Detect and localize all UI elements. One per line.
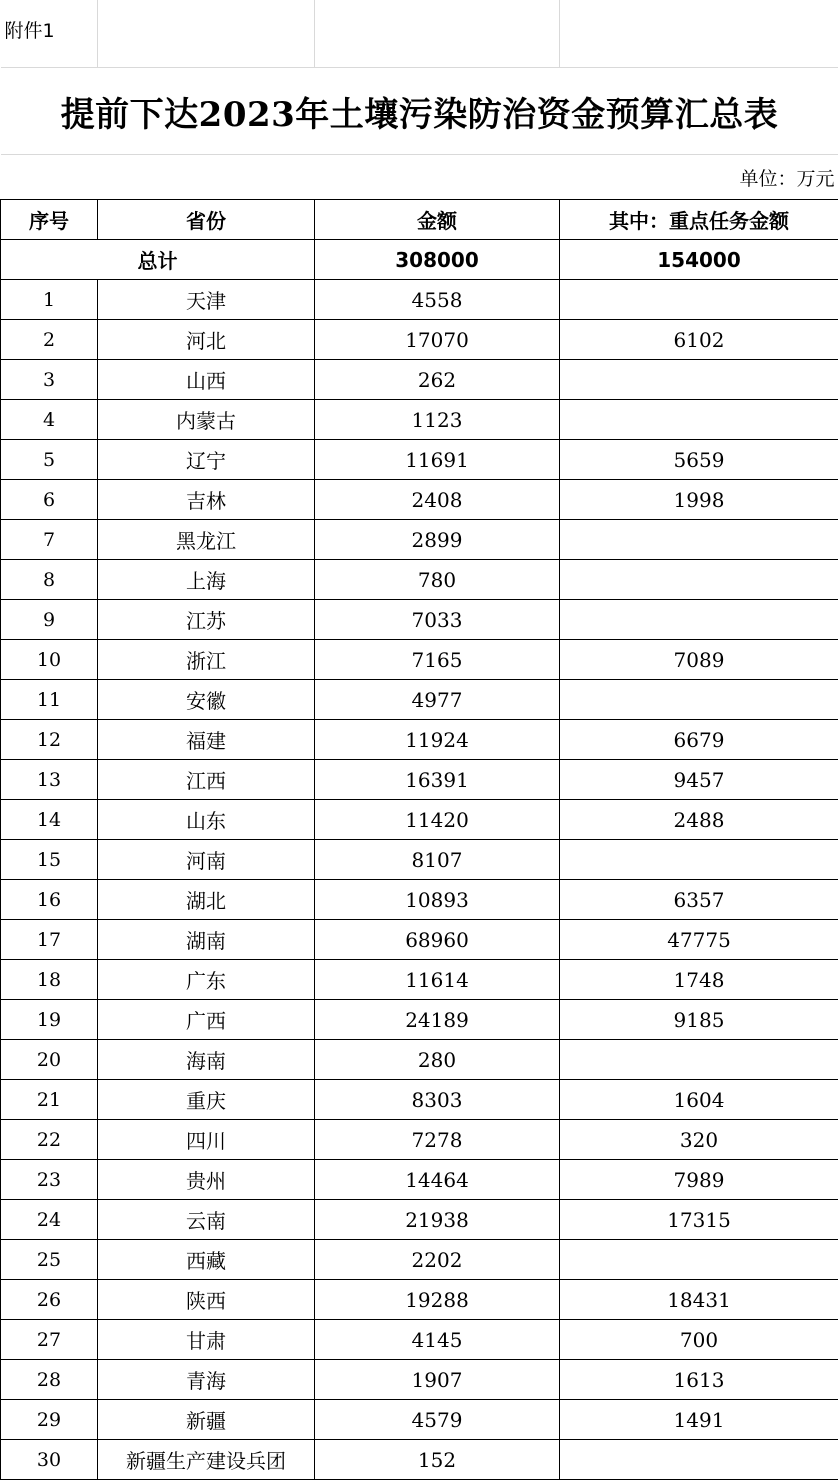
table-row xyxy=(1,1200,838,1240)
table-row xyxy=(1,920,838,960)
seq-cell: 19 xyxy=(1,1000,98,1040)
province-cell: 青海 xyxy=(98,1360,315,1400)
key-amount-cell: 700 xyxy=(560,1320,838,1360)
province-cell: 河北 xyxy=(98,320,315,360)
seq-cell: 18 xyxy=(1,960,98,1000)
key-amount-cell: 320 xyxy=(560,1120,838,1160)
key-amount-cell xyxy=(560,360,838,400)
empty-cell xyxy=(315,0,560,68)
amount-cell: 1907 xyxy=(315,1360,560,1400)
key-amount-cell xyxy=(560,840,838,880)
unit-label: 单位：万元 xyxy=(1,155,838,200)
province-cell: 新疆生产建设兵团 xyxy=(98,1440,315,1480)
key-amount-cell xyxy=(560,1240,838,1280)
table-row xyxy=(1,640,838,680)
seq-cell: 22 xyxy=(1,1120,98,1160)
key-amount-cell xyxy=(560,1040,838,1080)
amount-cell: 14464 xyxy=(315,1160,560,1200)
amount-cell: 4977 xyxy=(315,680,560,720)
seq-cell: 17 xyxy=(1,920,98,960)
empty-cell xyxy=(560,0,838,68)
table-row xyxy=(1,680,838,720)
seq-cell: 26 xyxy=(1,1280,98,1320)
key-amount-cell: 1613 xyxy=(560,1360,838,1400)
key-amount-cell: 6357 xyxy=(560,880,838,920)
seq-cell: 29 xyxy=(1,1400,98,1440)
key-amount-cell: 1998 xyxy=(560,480,838,520)
seq-cell: 6 xyxy=(1,480,98,520)
amount-cell: 7033 xyxy=(315,600,560,640)
table-row xyxy=(1,400,838,440)
amount-cell: 2202 xyxy=(315,1240,560,1280)
table-row xyxy=(1,1320,838,1360)
page-title: 提前下达2023年土壤污染防治资金预算汇总表 xyxy=(1,68,838,155)
amount-cell: 19288 xyxy=(315,1280,560,1320)
amount-cell: 11614 xyxy=(315,960,560,1000)
seq-cell: 25 xyxy=(1,1240,98,1280)
amount-cell: 8107 xyxy=(315,840,560,880)
province-cell: 陕西 xyxy=(98,1280,315,1320)
seq-cell: 7 xyxy=(1,520,98,560)
key-amount-cell: 18431 xyxy=(560,1280,838,1320)
header-province: 省份 xyxy=(98,200,315,240)
amount-cell: 4579 xyxy=(315,1400,560,1440)
province-cell: 辽宁 xyxy=(98,440,315,480)
amount-cell: 280 xyxy=(315,1040,560,1080)
seq-cell: 4 xyxy=(1,400,98,440)
seq-cell: 21 xyxy=(1,1080,98,1120)
province-cell: 贵州 xyxy=(98,1160,315,1200)
table-row xyxy=(1,1280,838,1320)
seq-cell: 9 xyxy=(1,600,98,640)
key-amount-cell xyxy=(560,400,838,440)
total-amount: 308000 xyxy=(315,240,560,280)
table-row xyxy=(1,560,838,600)
header-key-amount: 其中：重点任务金额 xyxy=(560,200,838,240)
amount-cell: 7278 xyxy=(315,1120,560,1160)
key-amount-cell: 1748 xyxy=(560,960,838,1000)
total-row xyxy=(1,240,838,280)
table-row xyxy=(1,600,838,640)
amount-cell: 10893 xyxy=(315,880,560,920)
table-row xyxy=(1,1160,838,1200)
empty-cell xyxy=(98,0,315,68)
amount-cell: 11924 xyxy=(315,720,560,760)
seq-cell: 8 xyxy=(1,560,98,600)
unit-row xyxy=(1,155,838,200)
table-row xyxy=(1,280,838,320)
data-table xyxy=(1,200,838,1480)
key-amount-cell: 1604 xyxy=(560,1080,838,1120)
key-amount-cell: 6102 xyxy=(560,320,838,360)
header-amount: 金额 xyxy=(315,200,560,240)
seq-cell: 15 xyxy=(1,840,98,880)
table-row xyxy=(1,1440,838,1480)
key-amount-cell: 6679 xyxy=(560,720,838,760)
table-row xyxy=(1,1080,838,1120)
province-cell: 海南 xyxy=(98,1040,315,1080)
amount-cell: 68960 xyxy=(315,920,560,960)
seq-cell: 16 xyxy=(1,880,98,920)
province-cell: 广西 xyxy=(98,1000,315,1040)
table-row xyxy=(1,960,838,1000)
table-row xyxy=(1,480,838,520)
province-cell: 江西 xyxy=(98,760,315,800)
amount-cell: 16391 xyxy=(315,760,560,800)
seq-cell: 1 xyxy=(1,280,98,320)
province-cell: 吉林 xyxy=(98,480,315,520)
header-row xyxy=(1,200,838,240)
province-cell: 四川 xyxy=(98,1120,315,1160)
seq-cell: 12 xyxy=(1,720,98,760)
table-row xyxy=(1,440,838,480)
amount-cell: 7165 xyxy=(315,640,560,680)
total-key-amount: 154000 xyxy=(560,240,838,280)
key-amount-cell xyxy=(560,560,838,600)
table-row xyxy=(1,880,838,920)
table-row xyxy=(1,720,838,760)
province-cell: 河南 xyxy=(98,840,315,880)
province-cell: 湖南 xyxy=(98,920,315,960)
amount-cell: 21938 xyxy=(315,1200,560,1240)
amount-cell: 2408 xyxy=(315,480,560,520)
amount-cell: 4558 xyxy=(315,280,560,320)
amount-cell: 780 xyxy=(315,560,560,600)
table-row xyxy=(1,1360,838,1400)
table-row xyxy=(1,1040,838,1080)
table-row xyxy=(1,1000,838,1040)
key-amount-cell: 1491 xyxy=(560,1400,838,1440)
seq-cell: 13 xyxy=(1,760,98,800)
header-seq: 序号 xyxy=(1,200,98,240)
province-cell: 安徽 xyxy=(98,680,315,720)
province-cell: 广东 xyxy=(98,960,315,1000)
seq-cell: 20 xyxy=(1,1040,98,1080)
key-amount-cell: 47775 xyxy=(560,920,838,960)
amount-cell: 11691 xyxy=(315,440,560,480)
table-row xyxy=(1,360,838,400)
table-row xyxy=(1,1240,838,1280)
province-cell: 山东 xyxy=(98,800,315,840)
amount-cell: 262 xyxy=(315,360,560,400)
table-row xyxy=(1,760,838,800)
seq-cell: 23 xyxy=(1,1160,98,1200)
seq-cell: 14 xyxy=(1,800,98,840)
table-row xyxy=(1,840,838,880)
seq-cell: 30 xyxy=(1,1440,98,1480)
key-amount-cell xyxy=(560,600,838,640)
province-cell: 黑龙江 xyxy=(98,520,315,560)
key-amount-cell: 5659 xyxy=(560,440,838,480)
seq-cell: 2 xyxy=(1,320,98,360)
seq-cell: 5 xyxy=(1,440,98,480)
seq-cell: 28 xyxy=(1,1360,98,1400)
table-row xyxy=(1,1120,838,1160)
key-amount-cell: 9185 xyxy=(560,1000,838,1040)
province-cell: 西藏 xyxy=(98,1240,315,1280)
province-cell: 内蒙古 xyxy=(98,400,315,440)
province-cell: 山西 xyxy=(98,360,315,400)
seq-cell: 10 xyxy=(1,640,98,680)
key-amount-cell: 2488 xyxy=(560,800,838,840)
seq-cell: 27 xyxy=(1,1320,98,1360)
amount-cell: 1123 xyxy=(315,400,560,440)
table-row xyxy=(1,800,838,840)
title-row xyxy=(1,68,838,155)
province-cell: 重庆 xyxy=(98,1080,315,1120)
seq-cell: 24 xyxy=(1,1200,98,1240)
amount-cell: 8303 xyxy=(315,1080,560,1120)
key-amount-cell: 7089 xyxy=(560,640,838,680)
seq-cell: 3 xyxy=(1,360,98,400)
table-row xyxy=(1,1400,838,1440)
amount-cell: 11420 xyxy=(315,800,560,840)
amount-cell: 152 xyxy=(315,1440,560,1480)
amount-cell: 2899 xyxy=(315,520,560,560)
province-cell: 新疆 xyxy=(98,1400,315,1440)
attachment-label: 附件1 xyxy=(1,0,98,68)
province-cell: 江苏 xyxy=(98,600,315,640)
province-cell: 天津 xyxy=(98,280,315,320)
seq-cell: 11 xyxy=(1,680,98,720)
province-cell: 湖北 xyxy=(98,880,315,920)
province-cell: 云南 xyxy=(98,1200,315,1240)
key-amount-cell xyxy=(560,680,838,720)
province-cell: 福建 xyxy=(98,720,315,760)
total-label: 总计 xyxy=(1,240,315,280)
key-amount-cell: 9457 xyxy=(560,760,838,800)
amount-cell: 4145 xyxy=(315,1320,560,1360)
table-row xyxy=(1,320,838,360)
attachment-row xyxy=(1,0,838,68)
key-amount-cell xyxy=(560,280,838,320)
province-cell: 浙江 xyxy=(98,640,315,680)
key-amount-cell xyxy=(560,1440,838,1480)
key-amount-cell xyxy=(560,520,838,560)
province-cell: 上海 xyxy=(98,560,315,600)
amount-cell: 24189 xyxy=(315,1000,560,1040)
table-row xyxy=(1,520,838,560)
key-amount-cell: 17315 xyxy=(560,1200,838,1240)
province-cell: 甘肃 xyxy=(98,1320,315,1360)
amount-cell: 17070 xyxy=(315,320,560,360)
key-amount-cell: 7989 xyxy=(560,1160,838,1200)
